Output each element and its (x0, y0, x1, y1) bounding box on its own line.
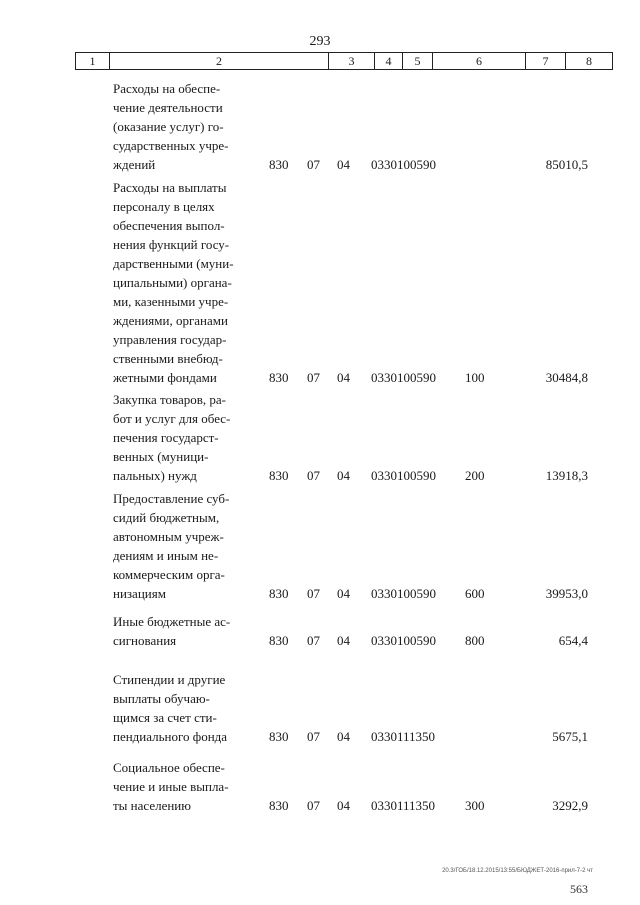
section-code: 07 (307, 633, 320, 648)
description-line: печения государст- (113, 430, 219, 445)
target-article-code: 0330100590 (371, 157, 436, 172)
admin-code: 830 (269, 468, 289, 483)
section-code: 07 (307, 157, 320, 172)
description-line: пальных) нужд (113, 468, 197, 483)
amount-value: 13918,3 (545, 468, 588, 483)
description-line: Закупка товаров, ра- (113, 392, 226, 407)
admin-code: 830 (269, 633, 289, 648)
column-header-7: 7 (526, 53, 566, 69)
column-header-row (75, 52, 613, 70)
section-code: 07 (307, 729, 320, 744)
subsection-code: 04 (337, 798, 350, 813)
description-line: чение деятельности (113, 100, 223, 115)
column-header-2: 2 (110, 53, 329, 69)
amount-value: 3292,9 (552, 798, 588, 813)
amount-value: 5675,1 (552, 729, 588, 744)
description-line: ждений (113, 157, 156, 172)
admin-code: 830 (269, 729, 289, 744)
target-article-code: 0330100590 (371, 468, 436, 483)
row-description (113, 670, 248, 746)
row-description (113, 612, 248, 650)
column-header-8: 8 (586, 53, 592, 68)
amount-value: 654,4 (558, 633, 588, 648)
section-code: 07 (307, 798, 320, 813)
description-line: низациям (113, 586, 166, 601)
admin-code: 830 (269, 157, 289, 172)
description-line: персоналу в целях (113, 199, 215, 214)
row-description (113, 178, 248, 387)
description-line: ми, казенными учре- (113, 294, 229, 309)
description-line: ципальными) органа- (113, 275, 232, 290)
subsection-code: 04 (337, 468, 350, 483)
page-number-top: 293 (309, 34, 331, 49)
amount-value: 30484,8 (545, 370, 588, 385)
description-line: Социальное обеспе- (113, 760, 225, 775)
target-article-code: 0330100590 (371, 370, 436, 385)
description-line: Стипендии и другие (113, 672, 226, 687)
subsection-code: 04 (337, 157, 350, 172)
target-article-code: 0330100590 (371, 633, 436, 648)
admin-code: 830 (269, 370, 289, 385)
description-line: дениям и иным не- (113, 548, 219, 563)
description-line: Предоставление суб- (113, 491, 230, 506)
expense-type-code: 600 (465, 586, 485, 601)
column-header-4: 4 (375, 53, 403, 69)
description-line: коммерческим орга- (113, 567, 225, 582)
subsection-code: 04 (337, 586, 350, 601)
description-line: нения функций госу- (113, 237, 230, 252)
column-header-5: 5 (403, 53, 433, 69)
description-line: бот и услуг для обес- (113, 411, 231, 426)
description-line: управления государ- (113, 332, 227, 347)
row-description (113, 758, 248, 815)
target-article-code: 0330111350 (371, 729, 436, 744)
description-line: обеспечения выпол- (113, 218, 225, 233)
subsection-code: 04 (337, 370, 350, 385)
expense-type-code: 100 (465, 370, 485, 385)
footer-stamp: 20.3/ГОБ/18.12.2015/13:55/БЮДЖЕТ-2016-прил-7-2 чт (442, 868, 593, 874)
description-line: ственными внебюд- (113, 351, 223, 366)
admin-code: 830 (269, 798, 289, 813)
description-line: сигнования (113, 633, 177, 648)
description-line: венных (муници- (113, 449, 209, 464)
row-description (113, 390, 248, 485)
subsection-code: 04 (337, 633, 350, 648)
description-line: чение и иные выпла- (113, 779, 229, 794)
section-code: 07 (307, 468, 320, 483)
description-line: ты населению (113, 798, 191, 813)
amount-value: 39953,0 (545, 586, 588, 601)
page-number-bottom: 563 (570, 882, 588, 896)
subsection-code: 04 (337, 729, 350, 744)
column-header-3: 3 (329, 53, 375, 69)
section-code: 07 (307, 586, 320, 601)
description-line: Иные бюджетные ас- (113, 614, 231, 629)
description-line: ждениями, органами (113, 313, 228, 328)
description-line: автономным учреж- (113, 529, 224, 544)
column-header-1: 1 (76, 53, 110, 69)
column-header-6: 6 (433, 53, 526, 69)
section-code: 07 (307, 370, 320, 385)
description-line: жетными фондами (113, 370, 217, 385)
target-article-code: 0330100590 (371, 586, 436, 601)
expense-type-code: 300 (465, 798, 485, 813)
description-line: пендиального фонда (113, 729, 228, 744)
expense-type-code: 800 (465, 633, 485, 648)
description-line: Расходы на обеспе- (113, 81, 221, 96)
expense-type-code: 200 (465, 468, 485, 483)
description-line: сударственных учре- (113, 138, 229, 153)
row-description (113, 489, 248, 603)
admin-code: 830 (269, 586, 289, 601)
row-description (113, 79, 248, 174)
description-line: дарственными (муни- (113, 256, 234, 271)
description-line: (оказание услуг) го- (113, 119, 224, 134)
description-line: Расходы на выплаты (113, 180, 227, 195)
target-article-code: 0330111350 (371, 798, 436, 813)
description-line: щимся за счет сти- (113, 710, 217, 725)
description-line: выплаты обучаю- (113, 691, 210, 706)
description-line: сидий бюджетным, (113, 510, 220, 525)
amount-value: 85010,5 (545, 157, 588, 172)
